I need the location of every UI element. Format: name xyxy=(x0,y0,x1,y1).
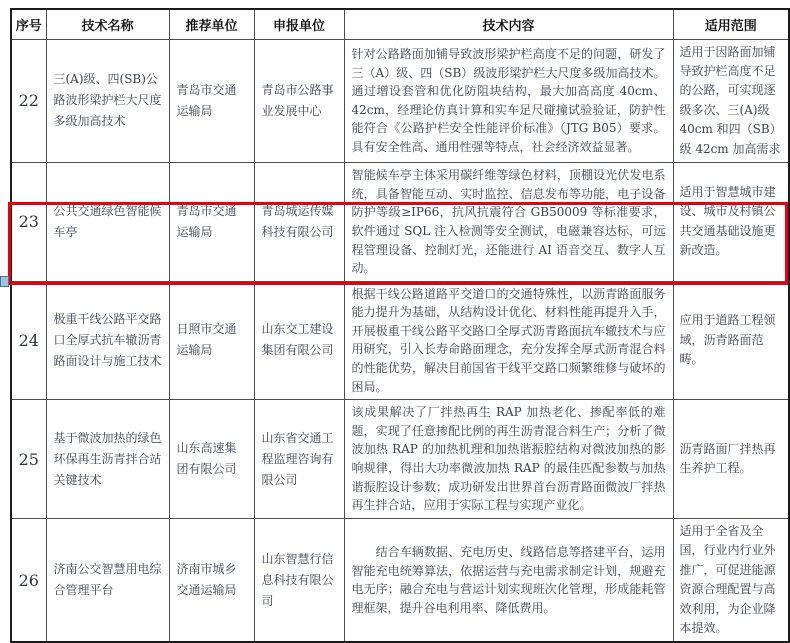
cell-serial-number: 26 xyxy=(11,518,46,642)
cell-declaring-unit: 山东省交通工程监理咨询有限公司 xyxy=(254,400,344,519)
header-applicable-scope: 适用范围 xyxy=(673,9,789,39)
cell-serial-number: 25 xyxy=(11,400,46,519)
cell-applicable-scope: 应用于道路工程领域，沥青路面范畴。 xyxy=(673,281,789,400)
cell-tech-name: 极重干线公路平交路口全厚式抗车辙沥青路面设计与施工技术 xyxy=(46,281,169,400)
cell-recommending-unit: 济南市城乡交通运输局 xyxy=(169,518,254,642)
cell-tech-content: 智能候车亭主体采用碳纤维等绿色材料，顶棚设光伏发电系统，具备智能互动、实时监控、信息发布等功能，电子设备防护等级≥IP66，抗风抗震符合 GB50009 等标准要求，软件通过 SQL 注入检测等安全测试，电磁兼容达标，可远程管理设备、控制灯光，还能进行 AI 语音交互、数字人互动。 xyxy=(344,163,673,282)
cell-recommending-unit: 山东高速集团有限公司 xyxy=(169,400,254,519)
cell-serial-number: 24 xyxy=(11,281,46,400)
technology-list-table xyxy=(10,8,790,643)
cell-tech-content: 根据干线公路道路平交道口的交通特殊性，以沥青路面服务能力提升为基础，从结构设计优化、材料性能再提升入手，开展极重干线公路平交路口全厚式沥青路面抗车辙技术与应用研究，引入长寿命路面理念，充分发挥全厚式沥青混合料的性能优势，解决目前国省干线平交路口频繁维修与破坏的困局。 xyxy=(344,281,673,400)
cell-recommending-unit: 青岛市交通运输局 xyxy=(169,39,254,163)
cell-serial-number: 22 xyxy=(11,39,46,163)
cell-tech-name: 公共交通绿色智能候车亭 xyxy=(46,163,169,282)
cell-tech-content: 结合车辆数据、充电历史、线路信息等搭建平台，运用智能充电统筹算法，依据运营与充电需求制定计划，规避充电无序；融合充电与营运计划实现班次化管理，形成能耗管理框架，提升谷电利用率、降低费用。 xyxy=(344,518,673,642)
table-row xyxy=(11,400,789,519)
header-serial-number: 序号 xyxy=(11,9,46,39)
cell-tech-name: 基于微波加热的绿色环保再生沥青拌合站关键技术 xyxy=(46,400,169,519)
header-tech-name: 技术名称 xyxy=(46,9,169,39)
table-header-row xyxy=(11,9,789,39)
cell-declaring-unit: 山东智慧行信息科技有限公司 xyxy=(254,518,344,642)
cell-declaring-unit: 山东交工建设集团有限公司 xyxy=(254,281,344,400)
table-row xyxy=(11,39,789,163)
cell-applicable-scope: 适用于因路面加铺导致护栏高度不足的公路，可实现逐级多次、三(A)级 40cm 和四（SB）级 42cm 加高需求 xyxy=(673,39,789,163)
cell-tech-content: 该成果解决了厂拌热再生 RAP 加热老化、掺配率低的难题，实现了任意掺配比例的再生沥青混合料生产；分析了微波加热 RAP 的加热机理和加热谐振腔结构对微波加热的影响规律，得出大功率微波加热 RAP 的最佳匹配参数与加热谐振腔设计参数；成功研发出世界首台沥青路面微波厂拌热再生拌合站，应用于实际工程与实现产业化。 xyxy=(344,400,673,519)
cell-tech-name: 济南公交智慧用电综合管理平台 xyxy=(46,518,169,642)
cell-recommending-unit: 日照市交通运输局 xyxy=(169,281,254,400)
header-declaring-unit: 申报单位 xyxy=(254,9,344,39)
cell-serial-number: 23 xyxy=(11,163,46,282)
header-recommending-unit: 推荐单位 xyxy=(169,9,254,39)
cell-tech-content: 针对公路路面加铺导致波形梁护栏高度不足的问题，研发了三（A）级、四（SB）级波形梁护栏大尺度多级加高技术。通过增设套管和优化防阻块结构，最大加高高度 40cm、42cm，经理论仿真计算和实车足尺碰撞试验验证，防护性能符合《公路护栏安全性能评价标准》（JTG B05）要求。具有安全性高、通用性强等特点，社会经济效益显著。 xyxy=(344,39,673,163)
cell-tech-name: 三(A)级、四(SB)公路波形梁护栏大尺度多级加高技术 xyxy=(46,39,169,163)
cell-recommending-unit: 青岛市交通运输局 xyxy=(169,163,254,282)
table-row xyxy=(11,518,789,642)
cell-applicable-scope: 适用于全省及全国，行业内行业外推广，可促进能源资源合理配置与高效利用，为企业降本提效。 xyxy=(673,518,789,642)
table-row-highlighted xyxy=(11,281,789,400)
selection-handle-icon xyxy=(0,276,9,287)
table-row xyxy=(11,163,789,282)
cell-declaring-unit: 青岛城运传媒科技有限公司 xyxy=(254,163,344,282)
cell-applicable-scope: 适用于智慧城市建设、城市及村镇公共交通基础设施更新改造。 xyxy=(673,163,789,282)
cell-applicable-scope: 沥青路面厂拌热再生养护工程。 xyxy=(673,400,789,519)
cell-declaring-unit: 青岛市公路事业发展中心 xyxy=(254,39,344,163)
header-tech-content: 技术内容 xyxy=(344,9,673,39)
